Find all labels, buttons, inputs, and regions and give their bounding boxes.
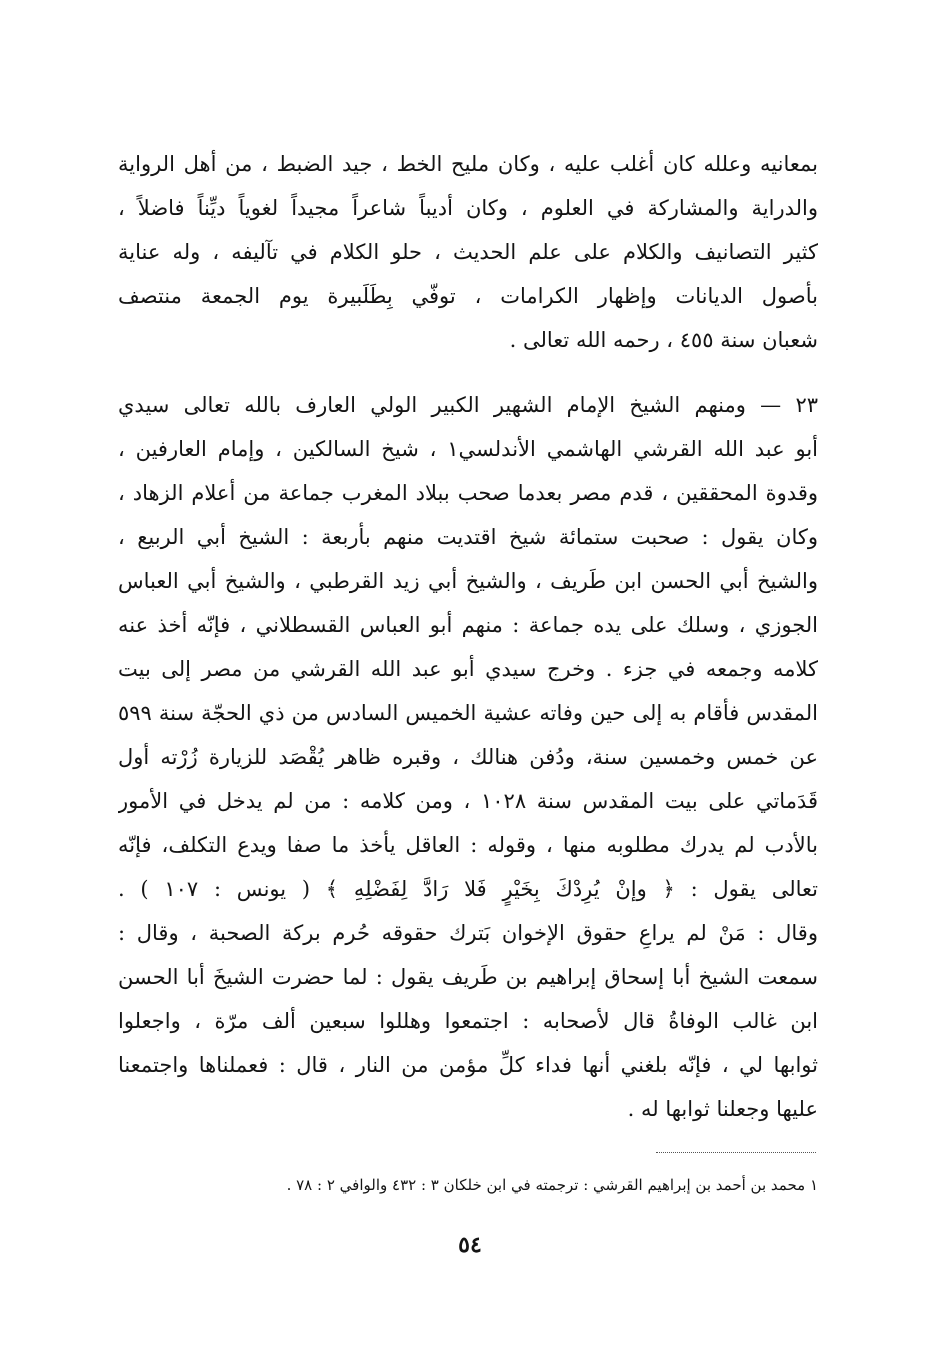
text-line: وقدوة المحققين ، قدم مصر بعدما صحب ببلاد المغرب جماعة من أعلام الزهاد ،: [118, 481, 818, 505]
paragraph-2: [118, 383, 818, 1131]
footnote-divider: [656, 1152, 816, 1153]
text-line: ٢٣ — ومنهم الشيخ الإمام الشهير الكبير الولي العارف بالله تعالى سيدي: [118, 393, 818, 417]
text-line: سمعت الشيخ أبا إسحاق إبراهيم بن طَريف يقول : لما حضرت الشيخَ أبا الحسن: [118, 965, 818, 989]
text-line: تعالى يقول : ﴿ وإنْ يُرِدْكَ بِخَيْرٍ فَلا رَادَّ لِفَضْلِهِ ﴾ ( يونس : ١٠٧ ) .: [118, 877, 818, 901]
text-line: بمعانيه وعلله كان أغلب عليه ، وكان مليح الخط ، جيد الضبط ، من أهل الرواية: [118, 152, 818, 176]
text-line: والدراية والمشاركة في العلوم ، وكان أديباً شاعراً مجيداً لغوياً ديِّناً فاضلاً ،: [118, 196, 818, 220]
text-line: عليها وجعلنا ثوابها له .: [627, 1097, 818, 1121]
footnote: ١ محمد بن أحمد بن إبراهيم القرشي : ترجمته في ابن خلكان ٣ : ٤٣٢ والوافي ٢ : ٧٨ .: [286, 1176, 818, 1194]
text-line: قَدَماتي على بيت المقدس سنة ١٠٢٨ ، ومن كلامه : من لم يدخل في الأمور: [118, 789, 818, 813]
paragraph-1: [118, 142, 818, 362]
text-line: وكان يقول : صحبت ستمائة شيخ اقتديت منهم بأربعة : الشيخ أبي الربيع ،: [118, 525, 818, 549]
text-line: ثوابها لي ، فإنّه بلغني أنها فداء كلِّ مؤمن من النار ، قال : فعملناها واجتمعنا: [118, 1053, 818, 1077]
text-line: والشيخ أبي الحسن ابن طَريف ، والشيخ أبي زيد القرطبي ، والشيخ أبي العباس: [118, 569, 818, 593]
page-number: ٥٤: [458, 1232, 482, 1258]
text-line: أبو عبد الله القرشي الهاشمي الأندلسي١ ، شيخ السالكين ، وإمام العارفين ،: [118, 437, 818, 461]
text-line: المقدس فأقام به إلى حين وفاته عشية الخميس السادس من ذي الحجّة سنة ٥٩٩: [118, 701, 818, 725]
text-line: الجوزي ، وسلك على يده جماعة : منهم أبو العباس القسطلاني ، فإنّه أخذ عنه: [118, 613, 818, 637]
text-line: ابن غالب الوفاةُ قال لأصحابه : اجتمعوا وهللوا سبعين ألف مرّة ، واجعلوا: [118, 1009, 818, 1033]
text-line: شعبان سنة ٤٥٥ ، رحمه الله تعالى .: [509, 328, 818, 352]
text-line: بأصول الديانات وإظهار الكرامات ، توفّي بِطَلَبيرة يوم الجمعة منتصف: [118, 284, 818, 308]
text-line: كلامه وجمعه في جزء . وخرج سيدي أبو عبد الله القرشي من مصر إلى بيت: [118, 657, 818, 681]
text-line: وقال : مَنْ لم يراعِ حقوق الإخوان بَترك حقوقه حُرم بركة الصحبة ، وقال :: [118, 921, 818, 945]
text-line: كثير التصانيف والكلام على علم الحديث ، حلو الكلام في تآليفه ، وله عناية: [118, 240, 818, 264]
text-line: عن خمس وخمسين سنة، ودُفن هنالك ، وقبره ظاهر يُقْصَد للزيارة زُرْته أول: [118, 745, 818, 769]
text-line: بالأدب لم يدرك مطلوبه منها ، وقوله : العاقل يأخذ ما صفا ويدع التكلف، فإنّه: [118, 833, 818, 857]
